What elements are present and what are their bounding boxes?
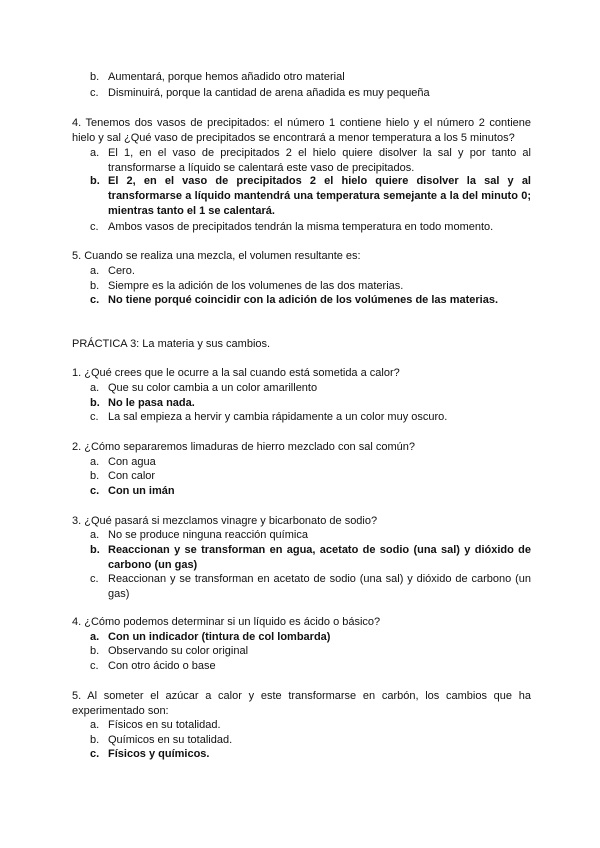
question-5-text: 5. Cuando se realiza una mezcla, el volumen resultante es: [72, 250, 361, 262]
q4-option-a [90, 146, 531, 176]
option-text: Con otro ácido o base [108, 660, 216, 672]
option-label: c. [90, 660, 99, 672]
option-label: b. [90, 397, 100, 409]
option-text: No le pasa nada. [108, 397, 195, 409]
option-text: Con agua [108, 456, 156, 468]
q5-option-a [90, 264, 531, 279]
option-text: Siempre es la adición de los volumenes de las dos materias. [108, 280, 404, 292]
option-text: Cero. [108, 265, 135, 277]
p3-question-1-text: 1. ¿Qué crees que le ocurre a la sal cuando está sometida a calor? [72, 367, 400, 379]
option-label: a. [90, 456, 100, 468]
question-4-text: 4. Tenemos dos vasos de precipitados: el número 1 contiene hielo y el número 2 contiene hielo y sal ¿Qué vaso de precipitados se encontrará a menor temperatura a los 5 minutos? [72, 117, 531, 144]
p3q2-option-b [90, 469, 531, 484]
p3-question-4-text: 4. ¿Cómo podemos determinar si un líquido es ácido o básico? [72, 616, 381, 628]
p3q5-option-a [90, 718, 531, 733]
option-label: a. [90, 719, 100, 731]
option-text: Con un indicador (tintura de col lombarda) [108, 631, 331, 643]
option-text: Reaccionan y se transforman en acetato de sodio (una sal) y dióxido de carbono (un gas) [108, 573, 531, 600]
option-label: a. [90, 265, 100, 277]
p3-question-3-text: 3. ¿Qué pasará si mezclamos vinagre y bicarbonato de sodio? [72, 515, 378, 527]
q4-option-c [90, 220, 531, 235]
option-text: Reaccionan y se transforman en agua, acetato de sodio (una sal) y dióxido de carbono (un gas) [108, 544, 531, 571]
q4-option-b [90, 174, 531, 219]
p3q4-option-c [90, 659, 531, 674]
option-label: b. [90, 645, 100, 657]
p3q5-option-b [90, 733, 531, 748]
option-text: Observando su color original [108, 645, 249, 657]
q5-option-c [90, 293, 531, 308]
option-text: Ambos vasos de precipitados tendrán la misma temperatura en todo momento. [108, 221, 494, 233]
option-label: b. [90, 734, 100, 746]
option-text: No tiene porqué coincidir con la adición de los volúmenes de las materias. [108, 294, 498, 306]
p3q1-option-c [90, 410, 531, 425]
option-label: b. [90, 71, 100, 83]
option-text: El 1, en el vaso de precipitados 2 el hielo quiere disolver la sal y por tanto al transformarse a líquido se calentará este vaso de precipitados. [108, 147, 531, 174]
option-label: c. [90, 87, 99, 99]
option-label: c. [90, 411, 99, 423]
p3q3-option-b [90, 543, 531, 573]
option-text: Químicos en su totalidad. [108, 734, 233, 746]
option-label: c. [90, 294, 100, 306]
p3q1-option-a [90, 381, 531, 396]
option-text: Con un imán [108, 485, 175, 497]
p3-question-5-text: 5. Al someter el azúcar a calor y este transformarse en carbón, los cambios que ha experimentado son: [72, 690, 531, 717]
option-label: c. [90, 221, 99, 233]
option-label: b. [90, 175, 100, 187]
option-label: a. [90, 382, 100, 394]
q5-option-b [90, 279, 531, 294]
option-text: Aumentará, porque hemos añadido otro material [108, 71, 345, 83]
option-top-c [90, 86, 531, 101]
option-label: a. [90, 631, 100, 643]
option-text: Físicos en su totalidad. [108, 719, 221, 731]
option-label: c. [90, 485, 100, 497]
p3q4-option-a [90, 630, 531, 645]
option-label: c. [90, 748, 100, 760]
option-text: Disminuirá, porque la cantidad de arena añadida es muy pequeña [108, 87, 430, 99]
option-label: b. [90, 470, 100, 482]
option-text: Que su color cambia a un color amarillento [108, 382, 318, 394]
option-label: b. [90, 544, 100, 556]
p3q2-option-a [90, 455, 531, 470]
p3q5-option-c [90, 747, 531, 762]
option-text: La sal empieza a hervir y cambia rápidamente a un color muy oscuro. [108, 411, 448, 423]
p3q2-option-c [90, 484, 531, 499]
section-title: PRÁCTICA 3: La materia y sus cambios. [72, 338, 271, 350]
option-label: a. [90, 529, 100, 541]
option-text: El 2, en el vaso de precipitados 2 el hielo quiere disolver la sal y al transformarse a líquido mantendrá una temperatura semejante a la del minuto 0; mientras tanto el 1 se calentará. [108, 175, 531, 217]
p3q3-option-c [90, 572, 531, 602]
option-label: c. [90, 573, 99, 585]
p3q3-option-a [90, 528, 531, 543]
p3q4-option-b [90, 644, 531, 659]
option-label: b. [90, 280, 100, 292]
p3q1-option-b [90, 396, 531, 411]
option-text: No se produce ninguna reacción química [108, 529, 308, 541]
p3-question-2-text: 2. ¿Cómo separaremos limaduras de hierro mezclado con sal común? [72, 441, 415, 453]
option-text: Físicos y químicos. [108, 748, 210, 760]
option-top-b [90, 70, 531, 85]
option-text: Con calor [108, 470, 156, 482]
option-label: a. [90, 147, 100, 159]
